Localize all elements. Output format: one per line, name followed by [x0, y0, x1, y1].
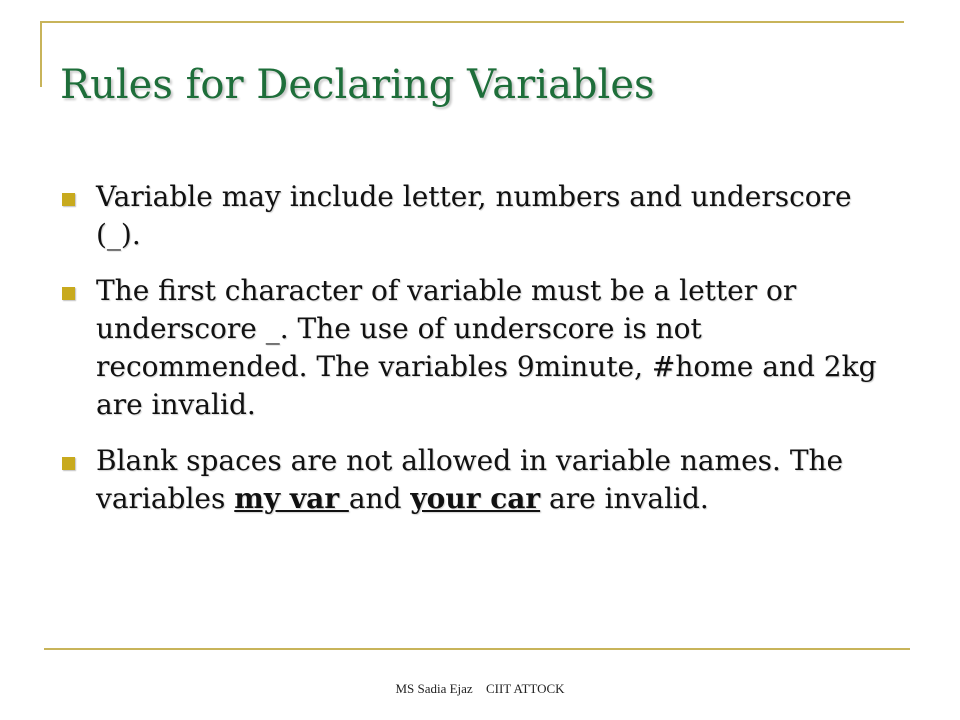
slide-title: Rules for Declaring Variables — [60, 62, 655, 108]
bullet-item — [60, 178, 900, 254]
footer-author: MS Sadia Ejaz — [395, 681, 473, 696]
frame-bottom-line — [44, 648, 910, 650]
bullet-text: Variable may include letter, numbers and underscore (_). — [96, 180, 852, 251]
invalid-example-my-var: my var — [234, 482, 349, 515]
footer — [0, 681, 960, 697]
bullet-list — [60, 178, 900, 536]
bullet-text-lead: Blank spaces are not allowed in variable names. The variables — [96, 444, 844, 515]
invalid-example-your-car: your car — [410, 482, 541, 515]
bullet-text: The first character of variable must be a letter or underscore _. The use of underscore is not recommended. The variables 9minute, #home and 2kg are invalid. — [96, 274, 877, 421]
frame-left-line — [40, 21, 42, 87]
square-bullet-icon — [62, 193, 75, 206]
footer-institute: CIIT ATTOCK — [485, 681, 565, 696]
bullet-item — [60, 442, 900, 518]
bullet-item — [60, 272, 900, 424]
bullet-text-mid: and — [348, 482, 411, 515]
bullet-text-tail: are invalid. — [540, 482, 709, 515]
frame-top-line — [40, 21, 904, 23]
square-bullet-icon — [62, 287, 75, 300]
square-bullet-icon — [62, 457, 75, 470]
